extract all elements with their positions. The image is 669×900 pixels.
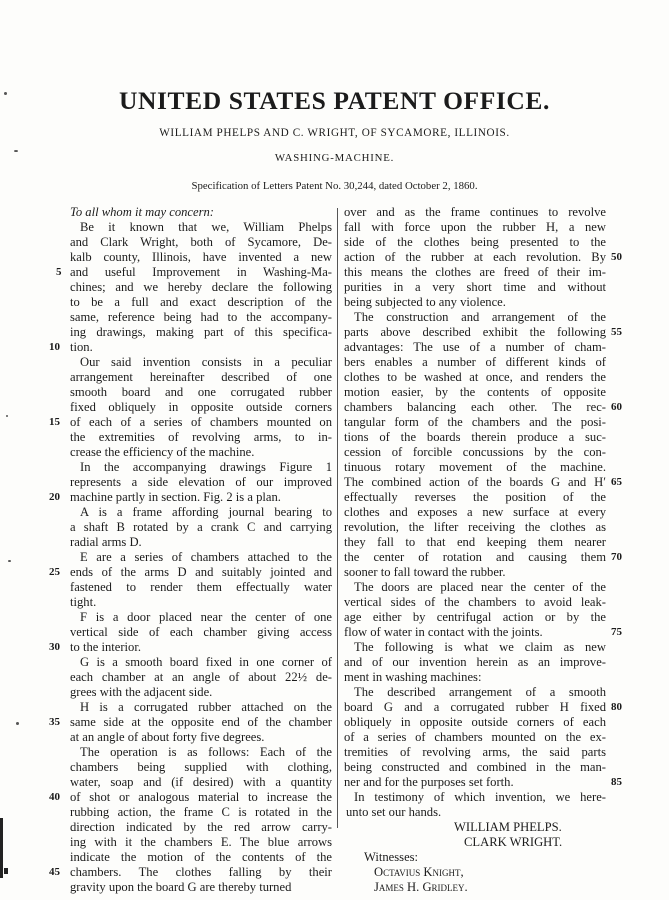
text-line: advantages: The use of a number of cham- [344, 340, 606, 354]
text-line: tight. [70, 595, 97, 609]
text-line: the center of rotation and causing them [344, 550, 606, 564]
left-line-number: 15 [49, 416, 60, 428]
text-line: to be a full and exact description of the [70, 295, 332, 309]
right-line-number: 75 [611, 626, 622, 638]
scan-edge-mark [0, 818, 3, 878]
text-line: grees with the adjacent side. [70, 685, 213, 699]
left-text-column [70, 205, 332, 894]
text-line: represents a side elevation of our improved [70, 475, 332, 489]
text-line: WILLIAM PHELPS. [454, 820, 562, 834]
text-line: tinuous rotary movement of the machine. [344, 460, 606, 474]
text-line: The doors are placed near the center of the [354, 580, 606, 594]
text-line: F is a door placed near the center of one [80, 610, 332, 624]
text-line: at an angle of about forty five degrees. [70, 730, 265, 744]
text-line: ends of the arms D and suitably jointed and [70, 565, 332, 579]
text-line: to the interior. [70, 640, 141, 654]
text-line: same side at the opposite end of the chamber [70, 715, 332, 729]
text-line: sooner to fall toward the rubber. [344, 565, 506, 579]
text-line: action of the rubber at each revolution. By [344, 250, 606, 264]
text-line: age either by centrifugal action or by the [344, 610, 606, 624]
text-line: The construction and arrangement of the [354, 310, 606, 324]
left-line-number: 30 [49, 641, 60, 653]
left-line-number: 40 [49, 791, 60, 803]
scan-speck [8, 560, 11, 562]
text-line: chambers being supplied with clothing, [70, 760, 332, 774]
text-line: To all whom it may concern: [70, 205, 215, 219]
text-line: being constructed and combined in the man- [344, 760, 606, 774]
text-line: clothes and exposes a new surface at every [344, 505, 606, 519]
text-line: bers enables a number of different kinds of [344, 355, 606, 369]
text-line: unto set our hands. [346, 805, 442, 819]
text-line: clothes to be washed at once, and renders the [344, 370, 606, 384]
text-line: tremities of revolving arms, the said parts [344, 745, 606, 759]
text-line: chines; and we hereby declare the following [70, 280, 332, 294]
text-line: each chamber at an angle of about 22½ de- [70, 670, 332, 684]
text-line: chambers. The clothes falling by their [70, 865, 332, 879]
text-line: over and as the frame continues to revolve [344, 205, 606, 219]
text-line: The described arrangement of a smooth [354, 685, 606, 699]
text-line: kalb county, Illinois, have invented a new [70, 250, 332, 264]
text-line: side of the clothes being presented to the [344, 235, 606, 249]
text-line: chambers balancing each other. The rec- [344, 400, 606, 414]
text-line: of shot or analogous material to increase the [70, 790, 332, 804]
specification-line: Specification of Letters Patent No. 30,244, dated October 2, 1860. [191, 180, 478, 192]
text-line: ment in washing machines: [344, 670, 482, 684]
text-line: Be it known that we, William Phelps [80, 220, 332, 234]
text-line: obliquely in opposite outside corners of each [344, 715, 606, 729]
text-line: and Clark Wright, both of Sycamore, De- [70, 235, 332, 249]
text-line: of a series of chambers mounted on the ex- [344, 730, 606, 744]
text-line: revolution, the lifter receiving the clothes as [344, 520, 606, 534]
text-line: water, soap and (if desired) with a quantity [70, 775, 332, 789]
left-line-number: 25 [49, 566, 60, 578]
text-line: being subjected to any violence. [344, 295, 506, 309]
column-divider [337, 208, 338, 828]
invention-subject: WASHING-MACHINE. [274, 152, 395, 164]
right-line-number: 85 [611, 776, 622, 788]
text-line: vertical side of each chamber giving access [70, 625, 332, 639]
text-line: tangular form of the chambers and the posi- [344, 415, 606, 429]
text-line: fall with force upon the rubber H, a new [344, 220, 606, 234]
text-line: ing drawings, making part of this specifica- [70, 325, 332, 339]
scan-speck [14, 150, 18, 152]
right-line-number: 70 [611, 551, 622, 563]
text-line: CLARK WRIGHT. [464, 835, 563, 849]
left-line-number: 35 [49, 716, 60, 728]
text-line: this means the clothes are freed of their im- [344, 265, 606, 279]
text-line: machine partly in section. Fig. 2 is a plan. [70, 490, 281, 504]
text-line: tion. [70, 340, 93, 354]
text-line: a shaft B rotated by a crank C and carrying [70, 520, 332, 534]
text-line: In the accompanying drawings Figure 1 [80, 460, 332, 474]
scan-speck [4, 92, 7, 95]
right-line-number: 65 [611, 476, 622, 488]
text-line: tions of the boards therein produce a suc- [344, 430, 606, 444]
text-line: arrangement hereinafter described of one [70, 370, 332, 384]
left-line-number: 20 [49, 491, 60, 503]
text-line: they fall to that end keeping them nearer [344, 535, 606, 549]
left-line-number: 45 [49, 866, 60, 878]
right-line-number: 55 [611, 326, 622, 338]
text-line: effectually reverses the position of the [344, 490, 606, 504]
right-text-column [344, 205, 606, 894]
text-line: Octavius Knight, [374, 865, 464, 879]
text-line: of each of a series of chambers mounted on [70, 415, 332, 429]
text-line: same, reference being had to the accompany- [70, 310, 332, 324]
scan-speck [16, 722, 19, 725]
text-line: and of our invention herein as an improve- [344, 655, 606, 669]
text-line: fastened to render them effectually water [70, 580, 332, 594]
document-title: UNITED STATES PATENT OFFICE. [118, 86, 551, 115]
text-line: indicate the motion of the contents of the [70, 850, 332, 864]
left-line-number: 5 [56, 266, 62, 278]
text-line: radial arms D. [70, 535, 142, 549]
text-line: flow of water in contact with the joints. [344, 625, 543, 639]
left-line-number: 10 [49, 341, 60, 353]
text-line: E are a series of chambers attached to the [80, 550, 332, 564]
scan-edge-mark [4, 868, 8, 874]
text-line: gravity upon the board G are thereby turned [70, 880, 292, 894]
text-line: fixed obliquely in opposite outside corners [70, 400, 332, 414]
inventors-byline: WILLIAM PHELPS AND C. WRIGHT, OF SYCAMORE, ILLINOIS. [159, 127, 510, 139]
text-line: vertical sides of the chambers to avoid leak- [344, 595, 606, 609]
text-line: A is a frame affording journal bearing to [80, 505, 332, 519]
text-line: parts above described exhibit the following [344, 325, 606, 339]
text-line: In testimony of which invention, we here- [354, 790, 606, 804]
text-line: the extremities of revolving arms, to in- [70, 430, 332, 444]
text-line: The following is what we claim as new [354, 640, 606, 654]
right-line-number: 50 [611, 251, 622, 263]
text-line: ing with it the chambers E. The blue arrows [70, 835, 332, 849]
scan-speck [6, 415, 8, 417]
right-line-number: 80 [611, 701, 622, 713]
text-line: The combined action of the boards G and H′ [344, 475, 606, 489]
text-line: and useful Improvement in Washing-Ma- [70, 265, 332, 279]
text-line: Witnesses: [364, 850, 419, 864]
text-line: The operation is as follows: Each of the [80, 745, 332, 759]
text-line: crease the efficiency of the machine. [70, 445, 255, 459]
text-line: G is a smooth board fixed in one corner of [80, 655, 332, 669]
text-line: direction indicated by the red arrow carry- [70, 820, 332, 834]
text-line: motion easier, by the contents of opposite [344, 385, 606, 399]
text-line: smooth board and one corrugated rubber [70, 385, 332, 399]
text-line: board G and a corrugated rubber H fixed [344, 700, 606, 714]
text-line: James H. Gridley. [374, 880, 468, 894]
text-line: cession of forcible concussions by the con- [344, 445, 606, 459]
text-line: Our said invention consists in a peculiar [80, 355, 332, 369]
text-line: ner and for the purposes set forth. [344, 775, 514, 789]
text-line: H is a corrugated rubber attached on the [80, 700, 332, 714]
right-line-number: 60 [611, 401, 622, 413]
text-line: rubbing action, the frame C is rotated in the [70, 805, 332, 819]
text-line: purities in a very short time and without [344, 280, 606, 294]
